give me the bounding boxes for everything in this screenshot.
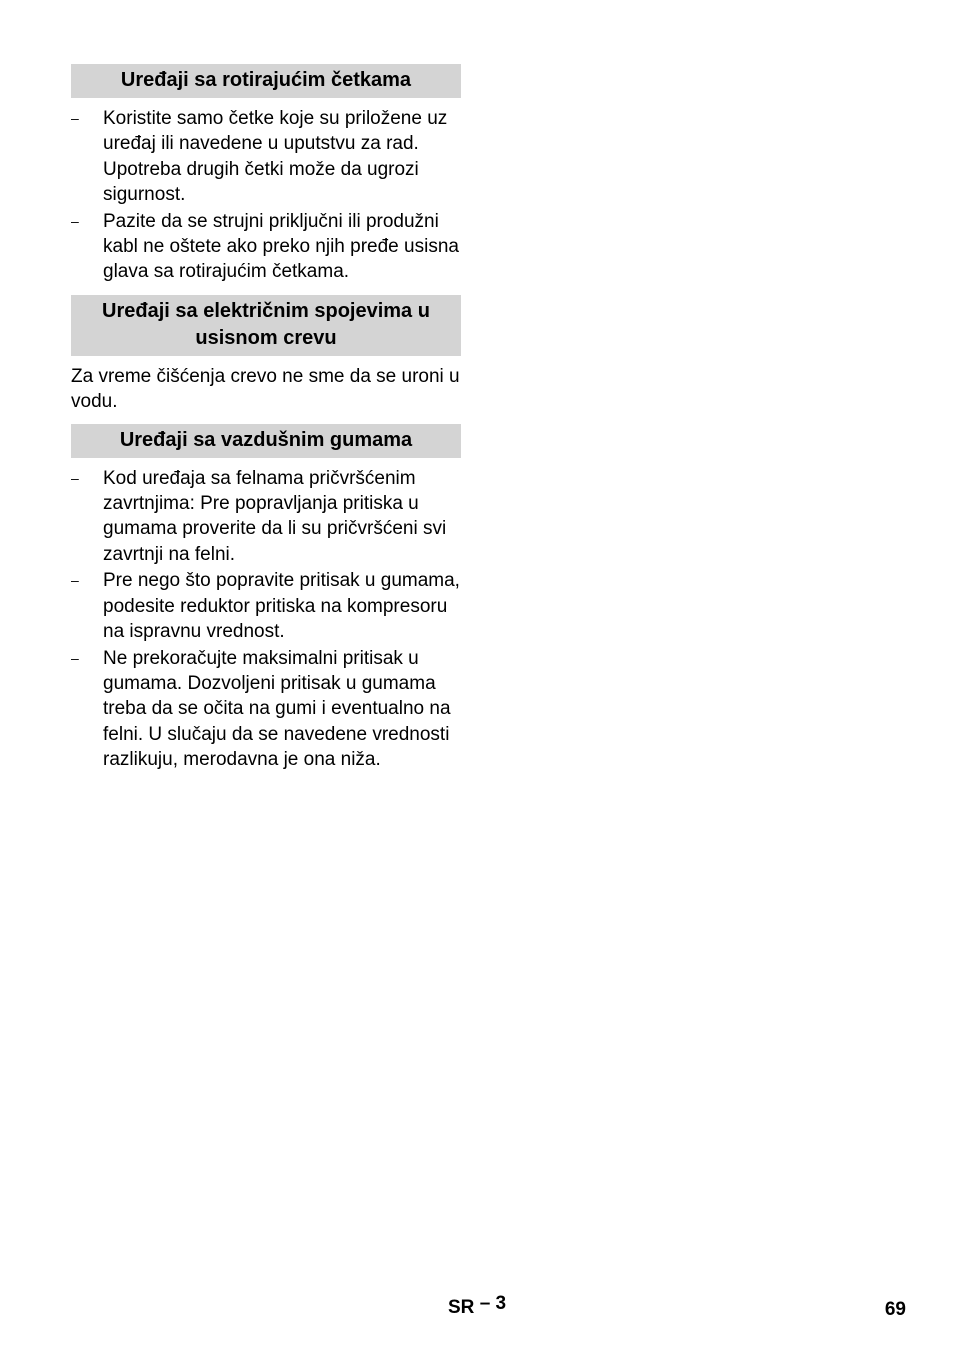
main-column (71, 64, 461, 783)
list-item-text: Pre nego što popravite pritisak u gumama, podesite reduktor pritiska na kompresoru na ispravnu vrednost. (103, 570, 460, 642)
section-heading-electric-hose: Uređaji sa električnim spojevima u usisnom crevu (71, 295, 461, 356)
page-number: 69 (884, 1299, 906, 1320)
list-item (71, 106, 461, 207)
section-heading-rotating-brushes: Uređaji sa rotirajućim četkama (71, 64, 461, 98)
list-item (71, 466, 461, 567)
dash-bullet: – (71, 572, 79, 589)
section-paragraph-electric-hose: Za vreme čišćenja crevo ne sme da se uroni u vodu. (71, 366, 460, 413)
dash-bullet: – (71, 110, 79, 126)
list-item-text: Kod uređaja sa felnama pričvršćenim zavrtnjima: Pre popravljanja pritiska u gumama proverite da li su pričvršćeni svi zavrtnji na felni. (103, 467, 447, 565)
list-item (71, 646, 461, 772)
list-item (71, 209, 461, 285)
bullet-list (71, 466, 461, 773)
footer-section-page: 3 (495, 1293, 507, 1314)
bullet-list (71, 106, 461, 285)
footer-lang: SR (448, 1297, 475, 1318)
list-item-text: Ne prekoračujte maksimalni pritisak u gumama. Dozvoljeni pritisak u gumama treba da se očita na gumi i eventualno na felni. U slučaju da se navedene vrednosti razlikuju, merodavna je ona niža. (103, 647, 451, 770)
dash-bullet: – (71, 469, 79, 486)
list-item-text: Koristite samo četke koje su priložene uz uređaj ili navedene u uputstvu za rad. Upotreba drugih četki može da ugrozi sigurnost. (103, 108, 448, 205)
section-body-pneumatic-tyres (71, 458, 461, 783)
section-body-rotating-brushes (71, 98, 461, 295)
dash-bullet: – (71, 212, 79, 229)
footer-separator: – (479, 1293, 491, 1314)
footer-section-label (448, 1293, 507, 1319)
list-item (71, 568, 461, 644)
list-item-text: Pazite da se strujni priključni ili produžni kabl ne oštete ako preko njih pređe usisna glava sa rotirajućim četkama. (103, 210, 459, 283)
section-heading-pneumatic-tyres: Uređaji sa vazdušnim gumama (71, 424, 461, 458)
dash-bullet: – (71, 649, 79, 666)
